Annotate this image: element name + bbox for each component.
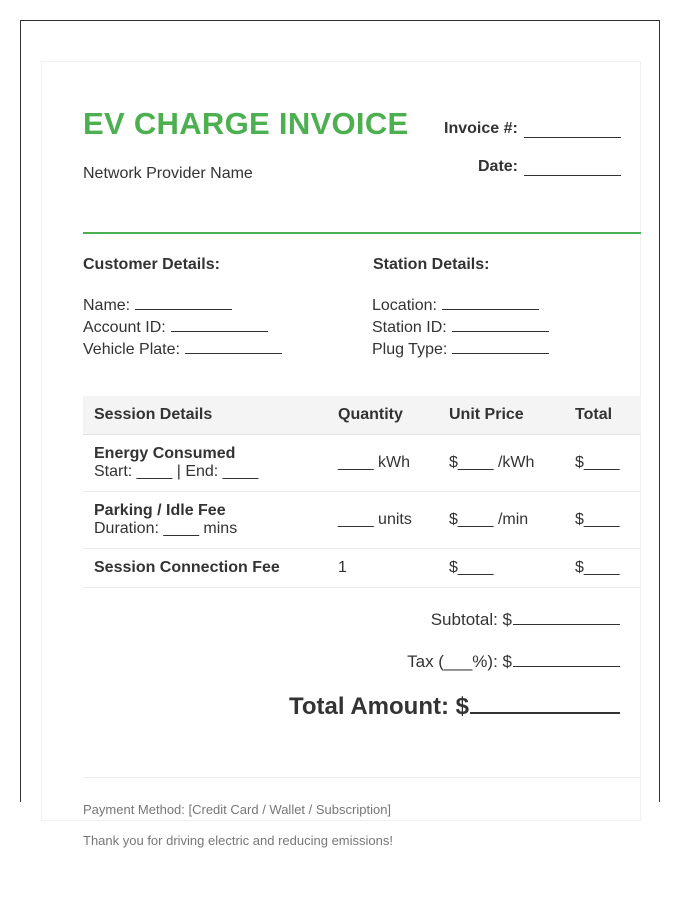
session-detail-cell	[83, 435, 327, 492]
plug-type-blank	[452, 339, 549, 354]
location-blank	[442, 295, 539, 310]
total-cell: $____	[564, 435, 641, 492]
account-id-field	[83, 317, 268, 337]
date-blank	[524, 159, 621, 176]
table-row	[83, 549, 641, 588]
tax-blank	[513, 652, 620, 667]
location-label: Location:	[372, 297, 437, 314]
invoice-number-label: Invoice #:	[444, 120, 518, 137]
unit-price-cell: $____	[438, 549, 564, 588]
total-amount-label: Total Amount: $	[289, 693, 469, 720]
date-label: Date:	[478, 158, 519, 175]
header-quantity: Quantity	[327, 396, 438, 435]
plug-type-field	[372, 339, 549, 359]
thank-you-note: Thank you for driving electric and reducing emissions!	[83, 833, 393, 848]
unit-price-cell: $____ /min	[438, 492, 564, 549]
station-id-field	[372, 317, 549, 337]
session-detail-cell	[83, 549, 327, 588]
date-field	[478, 158, 621, 176]
header-total: Total	[564, 396, 641, 435]
tax-line	[407, 652, 620, 672]
item-detail: Start: ____ | End: ____	[94, 463, 259, 480]
header-unit-price: Unit Price	[438, 396, 564, 435]
payment-method-note: Payment Method: [Credit Card / Wallet / Subscription]	[83, 802, 392, 817]
invoice-card	[41, 61, 641, 848]
item-detail: Duration: ____ mins	[94, 520, 238, 537]
invoice-title: EV CHARGE INVOICE	[83, 106, 409, 141]
table-row	[83, 492, 641, 549]
item-name: Energy Consumed	[94, 445, 236, 462]
vehicle-plate-blank	[185, 339, 282, 354]
total-amount-line	[289, 692, 620, 721]
customer-details-heading: Customer Details:	[83, 256, 220, 273]
quantity-cell: 1	[327, 549, 438, 588]
location-field	[372, 295, 539, 315]
tax-label: Tax (___%): $	[407, 652, 512, 671]
provider-name: Network Provider Name	[83, 165, 253, 182]
subtotal-line	[431, 610, 620, 630]
session-items-table	[83, 396, 641, 588]
station-details-heading: Station Details:	[373, 256, 490, 273]
page-frame	[20, 20, 660, 848]
item-name: Parking / Idle Fee	[94, 502, 226, 519]
total-cell: $____	[564, 492, 641, 549]
total-cell: $____	[564, 549, 641, 588]
table-header-row	[83, 396, 641, 435]
quantity-cell: ____ units	[327, 492, 438, 549]
total-amount-blank	[470, 692, 620, 714]
session-detail-cell	[83, 492, 327, 549]
vehicle-plate-field	[83, 339, 282, 359]
station-id-blank	[452, 317, 549, 332]
vehicle-plate-label: Vehicle Plate:	[83, 341, 180, 358]
unit-price-cell: $____ /kWh	[438, 435, 564, 492]
quantity-cell: ____ kWh	[327, 435, 438, 492]
account-id-label: Account ID:	[83, 319, 166, 336]
table-row	[83, 435, 641, 492]
invoice-number-blank	[524, 121, 621, 138]
plug-type-label: Plug Type:	[372, 341, 448, 358]
customer-name-label: Name:	[83, 297, 131, 314]
header-session-details: Session Details	[83, 396, 327, 435]
customer-name-field	[83, 295, 232, 315]
station-id-label: Station ID:	[372, 319, 447, 336]
subtotal-blank	[513, 610, 620, 625]
customer-name-blank	[135, 295, 232, 310]
item-name: Session Connection Fee	[94, 559, 280, 576]
account-id-blank	[171, 317, 268, 332]
subtotal-label: Subtotal: $	[430, 610, 512, 629]
invoice-number-field	[444, 120, 621, 138]
accent-divider	[83, 232, 641, 234]
footer-divider	[83, 777, 641, 778]
